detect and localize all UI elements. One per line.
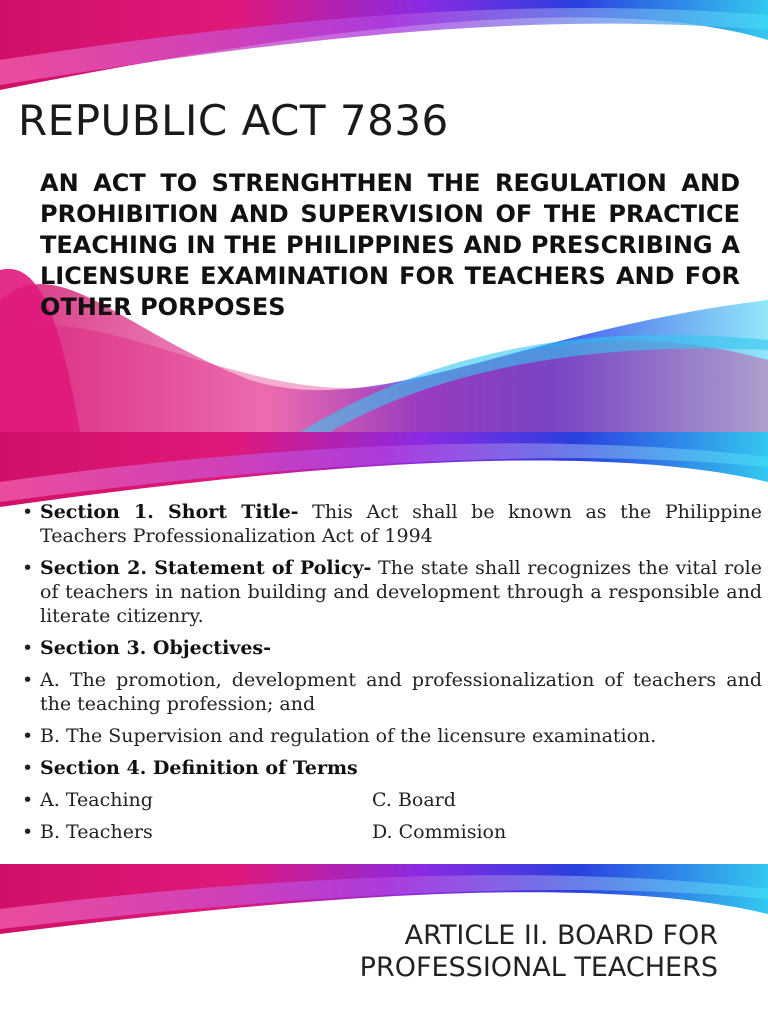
- slide-article: [0, 864, 768, 1024]
- bullet-icon: •: [22, 557, 34, 579]
- list-item: • Section 2. Statement of Policy- The state shall recognizes the vital role of teachers in nation building and development through a responsible and literate citizenry.: [22, 557, 762, 627]
- list-item: • B. Teachers D. Commision: [22, 821, 507, 843]
- bullet-icon: •: [22, 789, 34, 811]
- slide-subtitle-text: AN ACT TO STRENGHTHEN THE REGULATION AND PROHIBITION AND SUPERVISION OF THE PRACTICE TEACHING IN THE PHILIPPINES AND PRESCRIBING A LICENSURE EXAMINATION FOR TEACHERS AND FOR OTHER PORPOSES: [40, 169, 740, 321]
- list-item: • Section 1. Short Title- This Act shall be known as the Philippine Teachers Professionalization Act of 1994: [22, 501, 762, 547]
- bullet-icon: •: [22, 637, 34, 659]
- article-title: ARTICLE II. BOARD FOR PROFESSIONAL TEACHERS: [359, 920, 718, 983]
- list-item: • Section 4. Definition of Terms: [22, 757, 358, 779]
- bullet-icon: •: [22, 757, 34, 779]
- slide-title-text: REPUBLIC ACT 7836: [18, 96, 449, 145]
- bullet-icon: •: [22, 669, 34, 691]
- bullet-icon: •: [22, 725, 34, 747]
- bullet-icon: •: [22, 501, 34, 523]
- slide-title: [0, 0, 768, 432]
- bullet-icon: •: [22, 821, 34, 843]
- list-item: • Section 3. Objectives-: [22, 637, 271, 659]
- list-item: • A. The promotion, development and professionalization of teachers and the teaching profession; and: [22, 669, 762, 715]
- list-item: • B. The Supervision and regulation of the licensure examination.: [22, 725, 657, 747]
- slide-sections: [0, 432, 768, 864]
- sections-bullet-list: [22, 500, 762, 852]
- list-item: • A. Teaching C. Board: [22, 789, 456, 811]
